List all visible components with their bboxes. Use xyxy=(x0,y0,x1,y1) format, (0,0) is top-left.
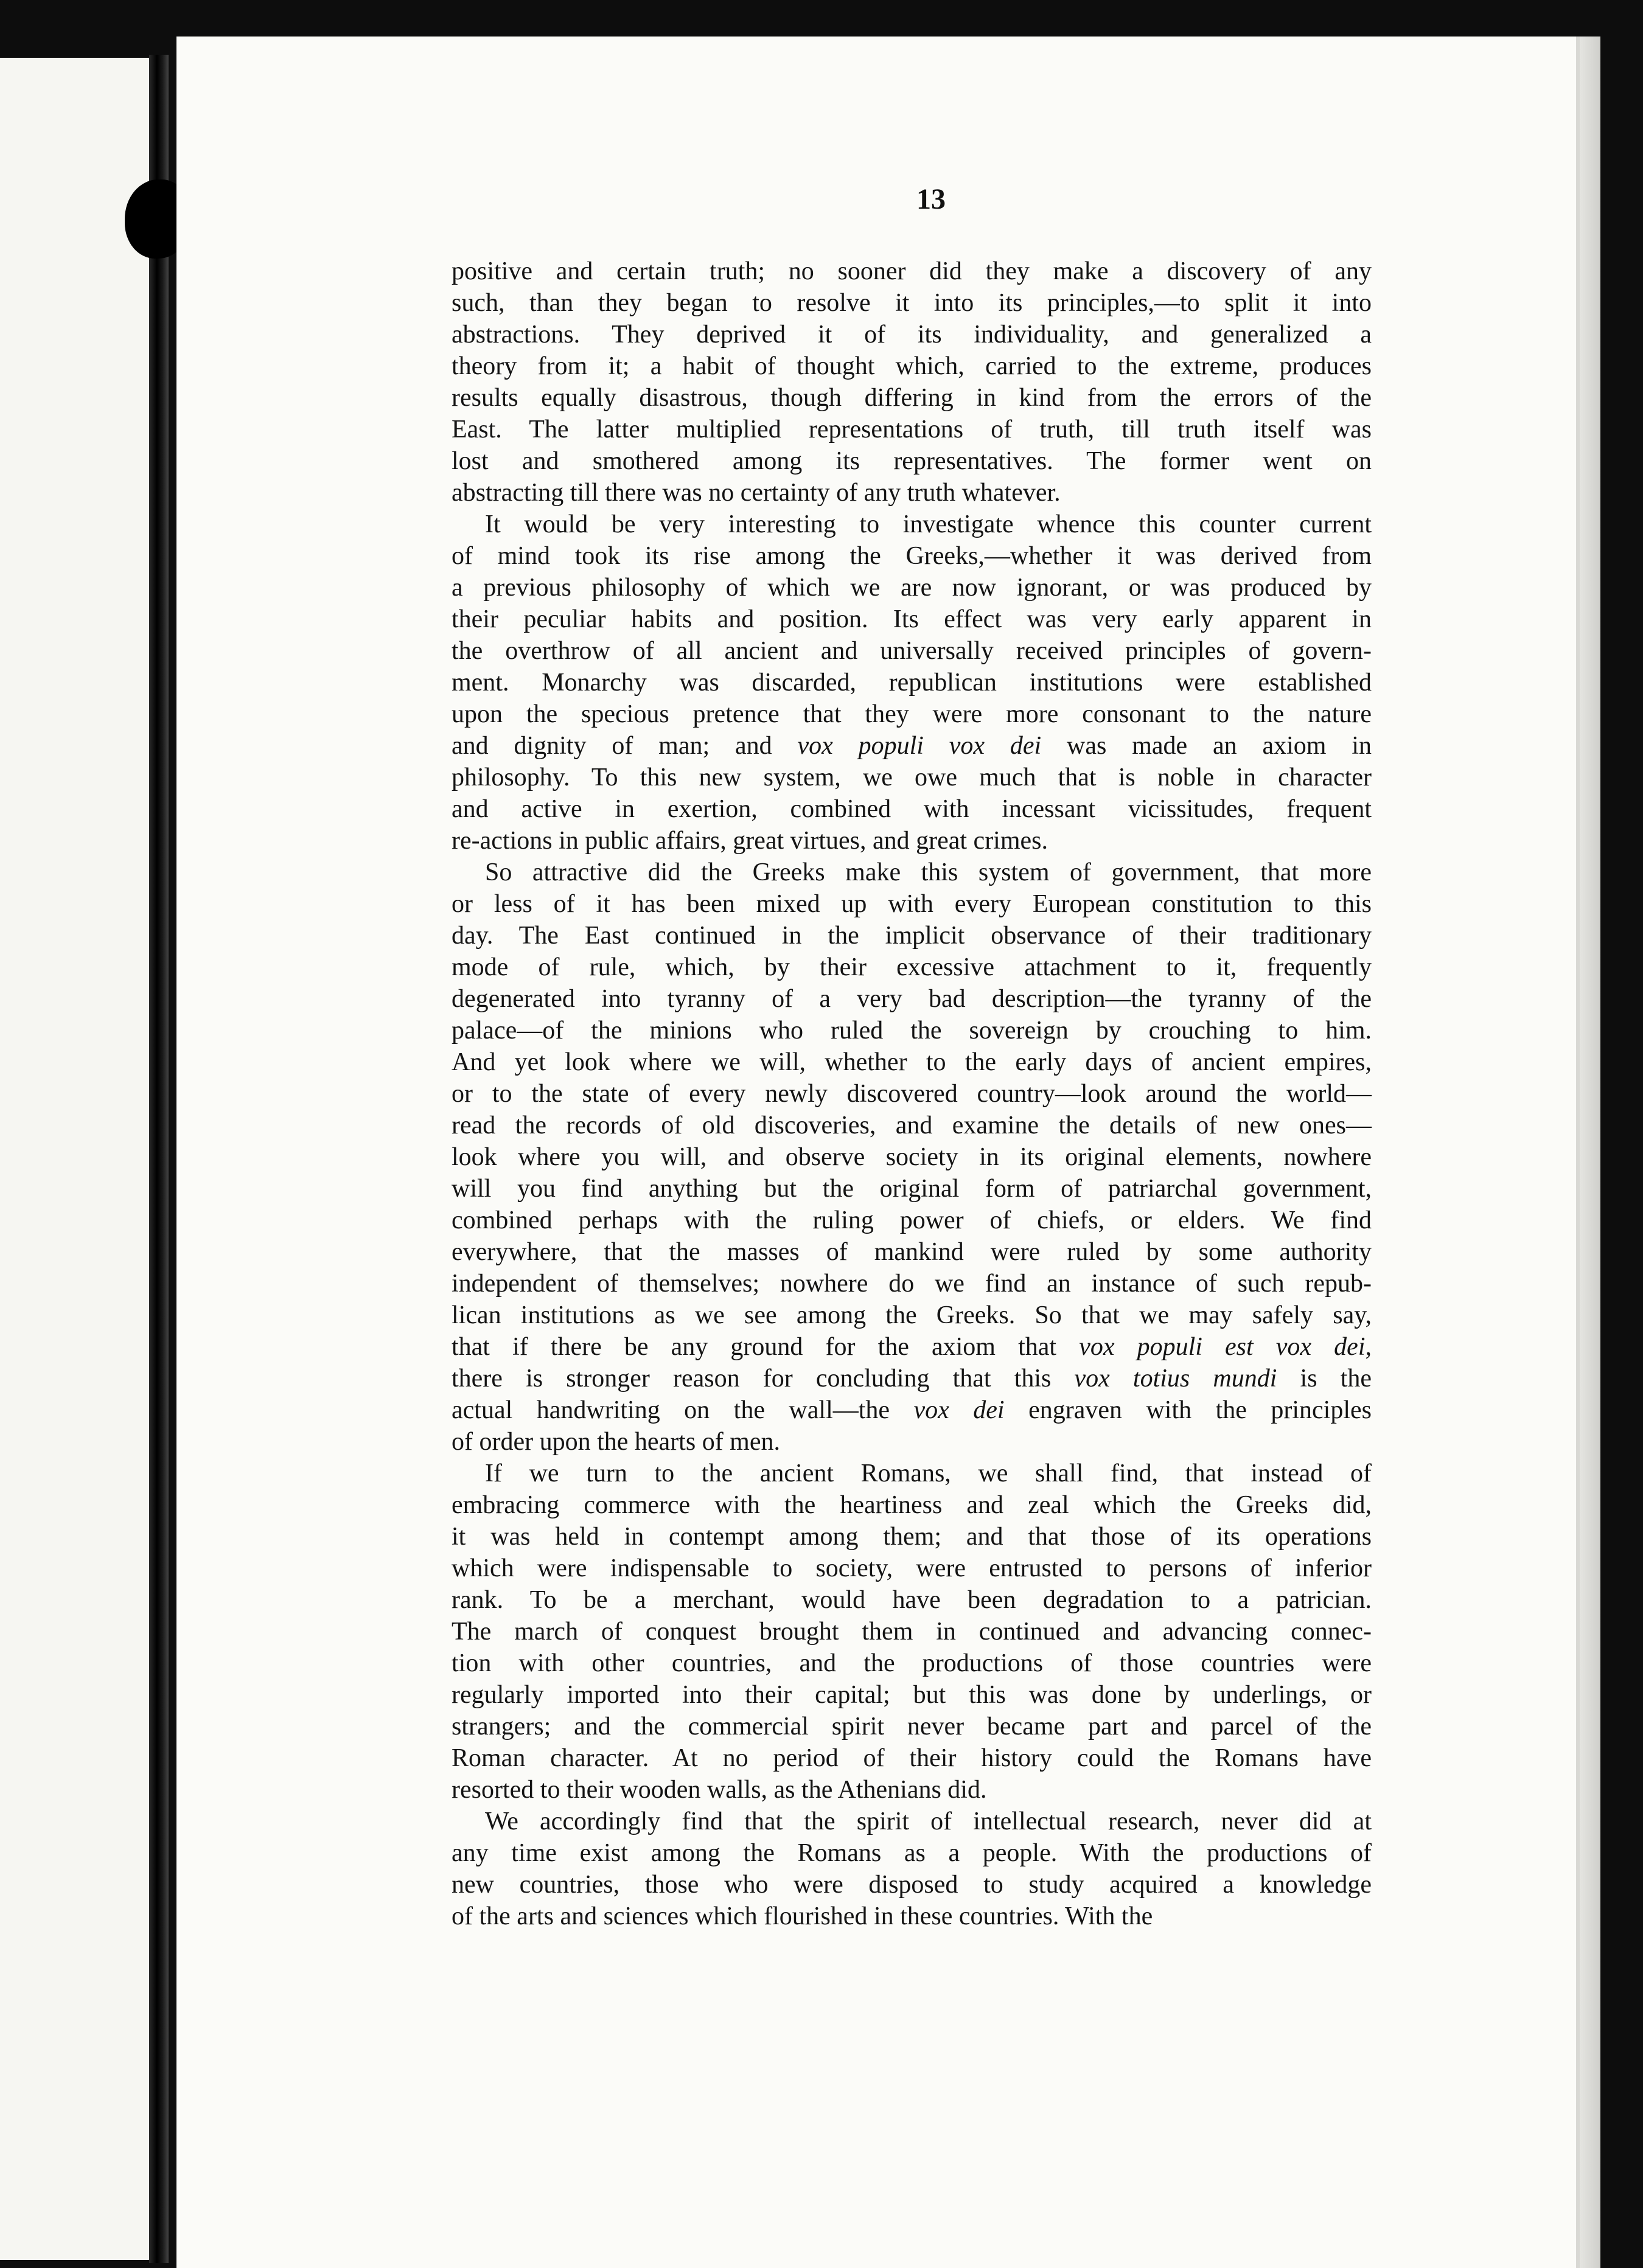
text-line xyxy=(452,1742,1372,1774)
text-line xyxy=(452,1299,1372,1331)
text-run: theory from it; a habit of thought which, carried to the extreme, produces xyxy=(452,352,1372,380)
text-line xyxy=(452,1173,1372,1205)
text-run: ment. Monarchy was discarded, republican institutions were established xyxy=(452,669,1372,697)
text-line xyxy=(452,1046,1372,1078)
text-run: a previous philosophy of which we are now ignorant, or was produced by xyxy=(452,574,1372,602)
text-run: regularly imported into their capital; but this was done by underlings, or xyxy=(452,1681,1372,1709)
page-number: 13 xyxy=(916,183,946,215)
text-run: positive and certain truth; no sooner did they make a discovery of any xyxy=(452,257,1372,285)
text-run: So attractive did the Greeks make this system of government, that more xyxy=(485,858,1372,886)
text-run: abstracting till there was no certainty of any truth whatever. xyxy=(452,479,1061,507)
text-run: everywhere, that the masses of mankind were ruled by some authority xyxy=(452,1238,1372,1266)
paragraph xyxy=(452,509,1372,857)
text-run: which were indispensable to society, were entrusted to persons of inferior xyxy=(452,1554,1372,1582)
text-run: and active in exertion, combined with incessant vicissitudes, frequent xyxy=(452,795,1372,823)
text-line xyxy=(452,287,1372,319)
italic-phrase: vox totius mundi xyxy=(1074,1365,1277,1393)
text-line xyxy=(452,667,1372,698)
paragraph xyxy=(452,1458,1372,1806)
text-line xyxy=(452,382,1372,414)
text-line xyxy=(452,1268,1372,1299)
text-run: that if there be any ground for the axiom that xyxy=(452,1333,1080,1361)
text-run: If we turn to the ancient Romans, we shall find, that instead of xyxy=(485,1459,1372,1487)
text-line xyxy=(452,983,1372,1015)
text-run: upon the specious pretence that they were more consonant to the nature xyxy=(452,700,1372,728)
paragraph xyxy=(452,1806,1372,1932)
text-line xyxy=(452,1015,1372,1046)
text-line xyxy=(452,920,1372,951)
text-run: strangers; and the commercial spirit never became part and parcel of the xyxy=(452,1713,1372,1741)
text-run: abstractions. They deprived it of its individuality, and generalized a xyxy=(452,321,1372,349)
text-run: resorted to their wooden walls, as the Athenians did. xyxy=(452,1776,987,1804)
text-line xyxy=(452,1584,1372,1616)
text-line xyxy=(452,730,1372,762)
text-run: philosophy. To this new system, we owe much that is noble in character xyxy=(452,764,1372,791)
text-run: lost and smothered among its representatives. The former went on xyxy=(452,447,1372,475)
text-run: is the xyxy=(1277,1365,1372,1393)
text-line xyxy=(452,1458,1372,1489)
text-run: actual handwriting on the wall—the xyxy=(452,1396,914,1424)
text-run: of the arts and sciences which flourished in these countries. With the xyxy=(452,1902,1153,1930)
text-run: re-actions in public affairs, great virtues, and great crimes. xyxy=(452,827,1048,855)
text-line xyxy=(452,509,1372,540)
text-run: look where you will, and observe society in its original elements, nowhere xyxy=(452,1143,1372,1171)
text-line xyxy=(452,762,1372,793)
text-line xyxy=(452,635,1372,667)
text-run: read the records of old discoveries, and examine the details of new ones— xyxy=(452,1111,1372,1139)
text-run: It would be very interesting to investigate whence this counter current xyxy=(485,510,1372,538)
text-line xyxy=(452,604,1372,635)
text-line xyxy=(452,1901,1372,1932)
text-line xyxy=(452,1837,1372,1869)
text-run: lican institutions as we see among the Greeks. So that we may safely say, xyxy=(452,1301,1372,1329)
italic-phrase: vox dei xyxy=(913,1396,1005,1424)
text-run: embracing commerce with the heartiness and zeal which the Greeks did, xyxy=(452,1491,1372,1519)
text-run: the overthrow of all ancient and universally received principles of govern- xyxy=(452,637,1372,665)
text-line xyxy=(452,698,1372,730)
text-run: or to the state of every newly discovered country—look around the world— xyxy=(452,1080,1372,1108)
text-line xyxy=(452,1331,1372,1363)
text-line xyxy=(452,825,1372,857)
page-edge xyxy=(1576,37,1600,2268)
text-line xyxy=(452,1679,1372,1711)
text-run: was made an axiom in xyxy=(1041,732,1372,760)
text-run: such, than they began to resolve it into its principles,—to split it into xyxy=(452,289,1372,317)
text-line xyxy=(452,1110,1372,1141)
text-line xyxy=(452,888,1372,920)
text-run: The march of conquest brought them in continued and advancing connec- xyxy=(452,1618,1372,1646)
text-line xyxy=(452,540,1372,572)
text-line xyxy=(452,1521,1372,1553)
paragraph xyxy=(452,256,1372,509)
text-run: combined perhaps with the ruling power of chiefs, or elders. We find xyxy=(452,1206,1372,1234)
text-run: will you find anything but the original form of patriarchal government, xyxy=(452,1175,1372,1203)
text-line xyxy=(452,1774,1372,1806)
text-line xyxy=(452,1236,1372,1268)
text-line xyxy=(452,1647,1372,1679)
text-line xyxy=(452,1616,1372,1647)
text-line xyxy=(452,1141,1372,1173)
text-run: rank. To be a merchant, would have been degradation to a patrician. xyxy=(452,1586,1372,1614)
text-run: and dignity of man; and xyxy=(452,732,798,760)
text-run: there is stronger reason for concluding that this xyxy=(452,1365,1075,1393)
text-run: independent of themselves; nowhere do we find an instance of such repub- xyxy=(452,1270,1372,1298)
text-run: their peculiar habits and position. Its effect was very early apparent in xyxy=(452,605,1372,633)
text-line xyxy=(452,793,1372,825)
italic-phrase: vox populi vox dei xyxy=(797,732,1042,760)
book-spine xyxy=(149,55,169,2263)
text-run: engraven with the principles xyxy=(1004,1396,1372,1424)
text-line xyxy=(452,951,1372,983)
text-line xyxy=(452,319,1372,350)
text-run: or less of it has been mixed up with every European constitution to this xyxy=(452,890,1372,918)
text-run: And yet look where we will, whether to the early days of ancient empires, xyxy=(452,1048,1372,1076)
text-line xyxy=(452,350,1372,382)
text-run: degenerated into tyranny of a very bad description—the tyranny of the xyxy=(452,985,1372,1013)
text-line xyxy=(452,445,1372,477)
text-run: We accordingly find that the spirit of intellectual research, never did at xyxy=(485,1807,1372,1835)
text-line xyxy=(452,1489,1372,1521)
text-line xyxy=(452,1869,1372,1901)
text-line xyxy=(452,572,1372,604)
body-text xyxy=(452,256,1372,1932)
text-run: it was held in contempt among them; and that those of its operations xyxy=(452,1523,1372,1551)
italic-phrase: vox populi est vox dei, xyxy=(1079,1333,1372,1361)
text-line xyxy=(452,1205,1372,1236)
text-run: of mind took its rise among the Greeks,—whether it was derived from xyxy=(452,542,1372,570)
text-line xyxy=(452,857,1372,888)
text-line xyxy=(452,1426,1372,1458)
text-line xyxy=(452,1078,1372,1110)
text-run: tion with other countries, and the productions of those countries were xyxy=(452,1649,1372,1677)
text-run: day. The East continued in the implicit observance of their traditionary xyxy=(452,922,1372,950)
text-line xyxy=(452,414,1372,445)
text-run: palace—of the minions who ruled the sovereign by crouching to him. xyxy=(452,1017,1372,1045)
text-line xyxy=(452,1711,1372,1742)
text-line xyxy=(452,1363,1372,1394)
text-run: mode of rule, which, by their excessive attachment to it, frequently xyxy=(452,953,1372,981)
text-line xyxy=(452,1394,1372,1426)
text-run: new countries, those who were disposed to study acquired a knowledge xyxy=(452,1871,1372,1899)
text-run: East. The latter multiplied representations of truth, till truth itself was xyxy=(452,416,1372,444)
text-line xyxy=(452,477,1372,509)
text-line xyxy=(452,1553,1372,1584)
text-line xyxy=(452,1806,1372,1837)
facing-page xyxy=(0,58,159,2260)
text-line xyxy=(452,256,1372,287)
text-run: Roman character. At no period of their history could the Romans have xyxy=(452,1744,1372,1772)
text-run: any time exist among the Romans as a people. With the productions of xyxy=(452,1839,1372,1867)
text-run: of order upon the hearts of men. xyxy=(452,1428,780,1456)
paragraph xyxy=(452,857,1372,1458)
text-run: results equally disastrous, though differing in kind from the errors of the xyxy=(452,384,1372,412)
